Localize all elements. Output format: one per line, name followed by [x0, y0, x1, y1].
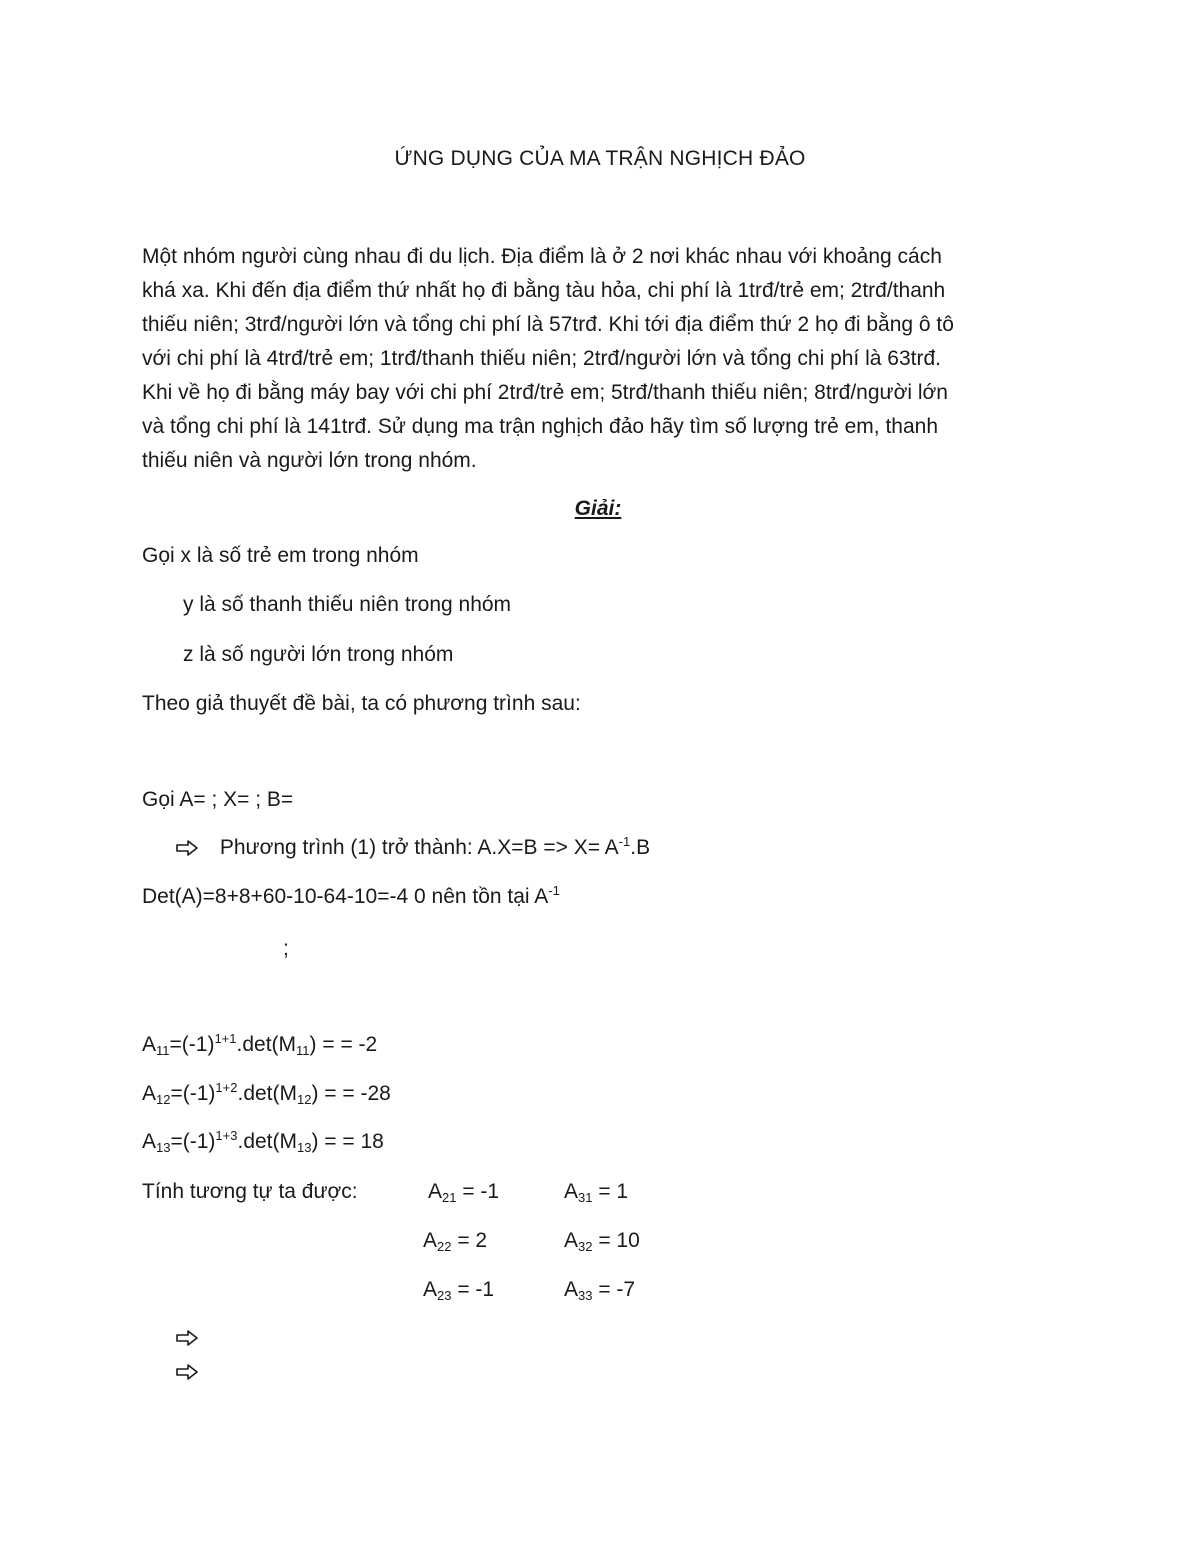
cofactor-tail: ) = = -28 — [311, 1082, 391, 1105]
cofactor-a11 — [142, 1031, 377, 1059]
problem-line: và tổng chi phí là 141trđ. Sử dụng ma trận nghịch đảo hãy tìm số lượng trẻ em, thanh — [142, 415, 939, 438]
cofactor-mid: =(-1) — [169, 1033, 215, 1056]
problem-line: khá xa. Khi đến địa điểm thứ nhất họ đi bằng tàu hỏa, chi phí là 1trđ/trẻ em; 2trđ/thanh — [142, 279, 946, 302]
problem-line: thiếu niên và người lớn trong nhóm. — [142, 449, 477, 472]
cofactor-a23 — [423, 1276, 494, 1304]
equation-sup: -1 — [618, 834, 631, 849]
cofactor-sub: 31 — [578, 1190, 593, 1205]
page-title: ỨNG DỤNG CỦA MA TRẬN NGHỊCH ĐẢO — [394, 147, 806, 170]
cofactor-a22 — [423, 1227, 487, 1255]
implies-line — [176, 1324, 198, 1352]
cofactor-a33 — [564, 1276, 635, 1304]
cofactor-a32 — [564, 1227, 640, 1255]
cofactor-value: = 1 — [592, 1180, 629, 1203]
cofactor-a21 — [428, 1178, 499, 1206]
implies-line — [176, 1358, 198, 1386]
cofactor-name: A — [564, 1229, 579, 1252]
similar-label: Tính tương tự ta được: — [142, 1180, 358, 1203]
cofactor-tail: ) = = 18 — [311, 1130, 384, 1153]
cofactor-sup: 1+3 — [215, 1128, 238, 1143]
solution-heading-text: Giải: — [574, 497, 622, 520]
cofactor-tail: ) = = -2 — [309, 1033, 378, 1056]
cofactor-name: A — [142, 1082, 157, 1105]
matrix-definition: Gọi A= ; X= ; B= — [142, 788, 294, 811]
implies-arrow-icon — [176, 1330, 198, 1346]
cofactor-sub: 12 — [156, 1092, 171, 1107]
cofactor-value: = -7 — [592, 1278, 636, 1301]
equation-line — [176, 834, 650, 862]
cofactor-sub: 11 — [156, 1043, 170, 1058]
solution-heading — [0, 495, 1200, 523]
problem-line: Một nhóm người cùng nhau đi du lịch. Địa điểm là ở 2 nơi khác nhau với khoảng cách — [142, 245, 942, 268]
cofactor-sup: 1+1 — [214, 1031, 237, 1046]
cofactor-value: = 2 — [451, 1229, 488, 1252]
variable-x: Gọi x là số trẻ em trong nhóm — [142, 544, 419, 567]
variable-z: z là số người lớn trong nhóm — [183, 643, 454, 666]
cofactor-a31 — [564, 1178, 628, 1206]
cofactor-sub: 21 — [442, 1190, 457, 1205]
cofactor-value: = 10 — [592, 1229, 640, 1252]
problem-statement — [142, 240, 1062, 478]
cofactor-mid: =(-1) — [170, 1082, 216, 1105]
cofactor-sub: 23 — [437, 1288, 452, 1303]
variable-y: y là số thanh thiếu niên trong nhóm — [183, 593, 512, 616]
determinant-line — [142, 883, 560, 911]
hypothesis-text: Theo giả thuyết đề bài, ta có phương trình sau: — [142, 692, 581, 715]
cofactor-detsub: 11 — [296, 1043, 310, 1058]
cofactor-name: A — [564, 1278, 579, 1301]
problem-line: Khi về họ đi bằng máy bay với chi phí 2trđ/trẻ em; 5trđ/thanh thiếu niên; 8trđ/người lớn — [142, 381, 948, 404]
cofactor-sub: 13 — [156, 1140, 171, 1155]
cofactor-name: A — [423, 1229, 438, 1252]
cofactor-sub: 22 — [437, 1239, 452, 1254]
equation-text: Phương trình (1) trở thành: A.X=B => X= A — [219, 836, 619, 859]
cofactor-name: A — [142, 1130, 157, 1153]
cofactor-name: A — [428, 1180, 443, 1203]
cofactor-detsub: 13 — [297, 1140, 312, 1155]
cofactor-sup: 1+2 — [215, 1080, 238, 1095]
cofactor-name: A — [142, 1033, 157, 1056]
cofactor-name: A — [564, 1180, 579, 1203]
cofactor-value: = -1 — [456, 1180, 500, 1203]
cofactor-det: .det(M — [237, 1130, 297, 1153]
equation-suffix: .B — [630, 836, 651, 859]
cofactor-mid: =(-1) — [170, 1130, 216, 1153]
cofactor-sub: 33 — [578, 1288, 593, 1303]
cofactor-detsub: 12 — [297, 1092, 312, 1107]
problem-line: thiếu niên; 3trđ/người lớn và tổng chi phí là 57trđ. Khi tới địa điểm thứ 2 họ đi bằng ô tô — [142, 313, 954, 336]
cofactor-value: = -1 — [451, 1278, 495, 1301]
determinant-text: Det(A)=8+8+60-10-64-10=-4 0 nên tồn tại A — [142, 885, 549, 908]
cofactor-det: .det(M — [237, 1082, 297, 1105]
implies-arrow-icon — [176, 1364, 198, 1380]
cofactor-a13 — [142, 1128, 384, 1156]
cofactor-a12 — [142, 1080, 391, 1108]
implies-arrow-icon — [176, 840, 198, 856]
problem-line: với chi phí là 4trđ/trẻ em; 1trđ/thanh thiếu niên; 2trđ/người lớn và tổng chi phí là 63trđ. — [142, 347, 941, 370]
determinant-sup: -1 — [548, 883, 560, 898]
cofactor-sub: 32 — [578, 1239, 593, 1254]
cofactor-name: A — [423, 1278, 438, 1301]
semicolon: ; — [283, 937, 289, 960]
cofactor-det: .det(M — [236, 1033, 297, 1056]
